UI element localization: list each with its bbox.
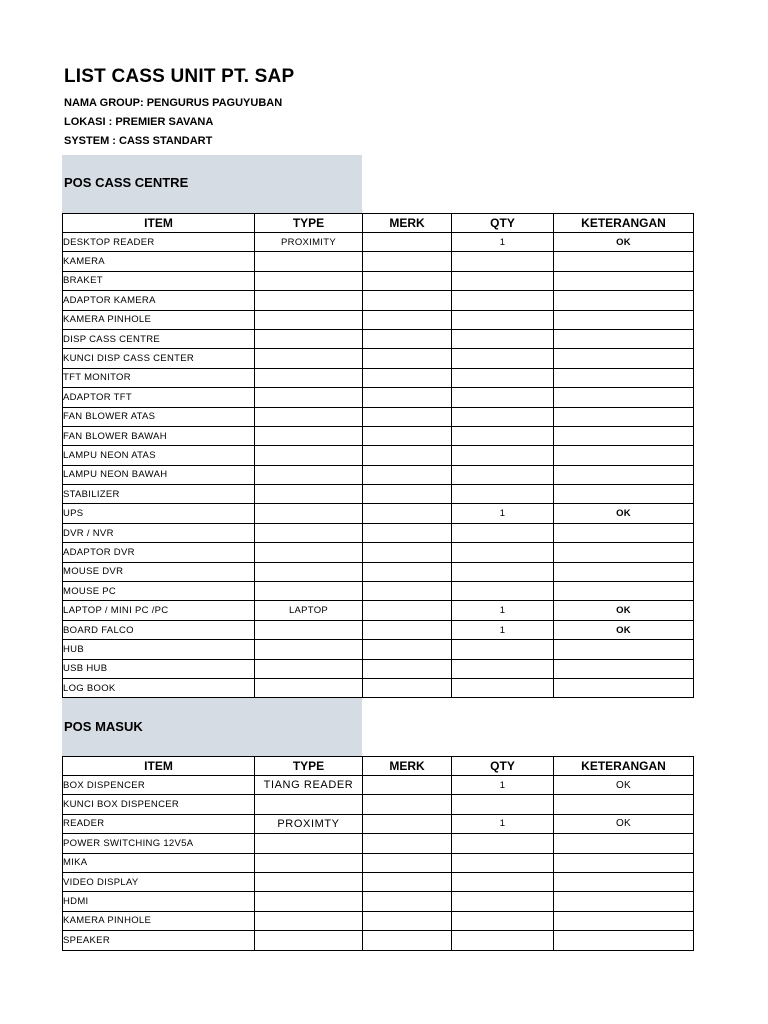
- merk-cell: [363, 620, 452, 639]
- section-title-pos-masuk: POS MASUK: [64, 719, 143, 734]
- item-cell: SPEAKER: [63, 931, 255, 950]
- item-cell: LAPTOP / MINI PC /PC: [63, 601, 255, 620]
- table-row: [63, 814, 694, 833]
- column-header-merk: MERK: [363, 757, 452, 776]
- table-row: [63, 640, 694, 659]
- type-cell: [255, 582, 363, 601]
- merk-cell: [363, 814, 452, 833]
- item-cell: UPS: [63, 504, 255, 523]
- item-cell: ADAPTOR KAMERA: [63, 291, 255, 310]
- merk-cell: [363, 659, 452, 678]
- merk-cell: [363, 407, 452, 426]
- qty-cell: 1: [452, 814, 554, 833]
- keterangan-cell: [554, 252, 694, 271]
- keterangan-cell: [554, 562, 694, 581]
- merk-cell: [363, 504, 452, 523]
- merk-cell: [363, 931, 452, 950]
- qty-cell: [452, 911, 554, 930]
- item-cell: POWER SWITCHING 12V5A: [63, 834, 255, 853]
- table-row: [63, 407, 694, 426]
- item-cell: KUNCI DISP CASS CENTER: [63, 349, 255, 368]
- column-header-item: ITEM: [63, 757, 255, 776]
- qty-cell: [452, 349, 554, 368]
- qty-cell: [452, 446, 554, 465]
- keterangan-cell: [554, 659, 694, 678]
- merk-cell: [363, 465, 452, 484]
- merk-cell: [363, 911, 452, 930]
- item-cell: KUNCI BOX DISPENCER: [63, 795, 255, 814]
- item-cell: BRAKET: [63, 271, 255, 290]
- qty-cell: [452, 252, 554, 271]
- table-header-row: [63, 757, 694, 776]
- keterangan-cell: [554, 853, 694, 872]
- keterangan-cell: [554, 834, 694, 853]
- qty-cell: [452, 931, 554, 950]
- column-header-qty: QTY: [452, 757, 554, 776]
- item-cell: READER: [63, 814, 255, 833]
- qty-cell: [452, 562, 554, 581]
- merk-cell: [363, 310, 452, 329]
- keterangan-cell: OK: [554, 776, 694, 795]
- type-cell: [255, 543, 363, 562]
- merk-cell: [363, 601, 452, 620]
- system-line: SYSTEM : CASS STANDART: [64, 135, 213, 147]
- type-cell: [255, 485, 363, 504]
- table-row: [63, 233, 694, 252]
- keterangan-cell: [554, 368, 694, 387]
- type-cell: [255, 795, 363, 814]
- qty-cell: [452, 834, 554, 853]
- table-row: [63, 562, 694, 581]
- item-cell: STABILIZER: [63, 485, 255, 504]
- cass-centre-table: [62, 213, 694, 698]
- keterangan-cell: OK: [554, 601, 694, 620]
- section-title-cass-centre: POS CASS CENTRE: [64, 175, 189, 190]
- item-cell: ADAPTOR TFT: [63, 388, 255, 407]
- type-cell: [255, 620, 363, 639]
- column-header-merk: MERK: [363, 214, 452, 233]
- table-row: [63, 872, 694, 891]
- type-cell: [255, 291, 363, 310]
- table-row: [63, 795, 694, 814]
- merk-cell: [363, 872, 452, 891]
- qty-cell: 1: [452, 776, 554, 795]
- qty-cell: [452, 368, 554, 387]
- table-row: [63, 329, 694, 348]
- keterangan-cell: [554, 465, 694, 484]
- type-cell: [255, 368, 363, 387]
- table-row: [63, 349, 694, 368]
- qty-cell: [452, 678, 554, 697]
- type-cell: [255, 446, 363, 465]
- table-row: [63, 601, 694, 620]
- table-row: [63, 659, 694, 678]
- qty-cell: [452, 892, 554, 911]
- type-cell: [255, 659, 363, 678]
- merk-cell: [363, 388, 452, 407]
- table-row: [63, 310, 694, 329]
- keterangan-cell: [554, 271, 694, 290]
- qty-cell: [452, 659, 554, 678]
- table-row: [63, 252, 694, 271]
- qty-cell: [452, 582, 554, 601]
- type-cell: [255, 562, 363, 581]
- table-row: [63, 291, 694, 310]
- type-cell: [255, 252, 363, 271]
- type-cell: TIANG READER: [255, 776, 363, 795]
- table-row: [63, 931, 694, 950]
- type-cell: [255, 931, 363, 950]
- type-cell: [255, 640, 363, 659]
- table-row: [63, 892, 694, 911]
- table-header-row: [63, 214, 694, 233]
- merk-cell: [363, 446, 452, 465]
- merk-cell: [363, 776, 452, 795]
- type-cell: [255, 426, 363, 445]
- table-row: [63, 523, 694, 542]
- keterangan-cell: [554, 485, 694, 504]
- table-row: [63, 446, 694, 465]
- item-cell: FAN BLOWER ATAS: [63, 407, 255, 426]
- table-row: [63, 388, 694, 407]
- type-cell: [255, 853, 363, 872]
- type-cell: [255, 523, 363, 542]
- qty-cell: 1: [452, 504, 554, 523]
- table-row: [63, 620, 694, 639]
- qty-cell: [452, 426, 554, 445]
- table-row: [63, 834, 694, 853]
- merk-cell: [363, 678, 452, 697]
- type-cell: PROXIMITY: [255, 233, 363, 252]
- keterangan-cell: [554, 291, 694, 310]
- item-cell: HDMI: [63, 892, 255, 911]
- item-cell: KAMERA PINHOLE: [63, 911, 255, 930]
- item-cell: DISP CASS CENTRE: [63, 329, 255, 348]
- type-cell: [255, 271, 363, 290]
- item-cell: KAMERA PINHOLE: [63, 310, 255, 329]
- table-row: [63, 271, 694, 290]
- type-cell: [255, 504, 363, 523]
- keterangan-cell: OK: [554, 233, 694, 252]
- merk-cell: [363, 795, 452, 814]
- item-cell: LOG BOOK: [63, 678, 255, 697]
- lokasi-line: LOKASI : PREMIER SAVANA: [64, 116, 214, 128]
- table-row: [63, 543, 694, 562]
- item-cell: HUB: [63, 640, 255, 659]
- table-row: [63, 853, 694, 872]
- merk-cell: [363, 291, 452, 310]
- type-cell: [255, 834, 363, 853]
- keterangan-cell: [554, 388, 694, 407]
- table-row: [63, 678, 694, 697]
- type-cell: LAPTOP: [255, 601, 363, 620]
- qty-cell: [452, 465, 554, 484]
- type-cell: [255, 911, 363, 930]
- type-cell: [255, 310, 363, 329]
- keterangan-cell: [554, 678, 694, 697]
- item-cell: LAMPU NEON ATAS: [63, 446, 255, 465]
- table-row: [63, 911, 694, 930]
- item-cell: TFT MONITOR: [63, 368, 255, 387]
- merk-cell: [363, 853, 452, 872]
- type-cell: PROXIMTY: [255, 814, 363, 833]
- type-cell: [255, 678, 363, 697]
- table-row: [63, 426, 694, 445]
- type-cell: [255, 329, 363, 348]
- keterangan-cell: [554, 931, 694, 950]
- table-row: [63, 465, 694, 484]
- keterangan-cell: [554, 349, 694, 368]
- merk-cell: [363, 252, 452, 271]
- item-cell: MOUSE PC: [63, 582, 255, 601]
- keterangan-cell: [554, 446, 694, 465]
- qty-cell: [452, 310, 554, 329]
- qty-cell: [452, 872, 554, 891]
- qty-cell: [452, 291, 554, 310]
- pos-masuk-table: [62, 756, 694, 951]
- keterangan-cell: [554, 795, 694, 814]
- qty-cell: [452, 271, 554, 290]
- merk-cell: [363, 582, 452, 601]
- qty-cell: [452, 543, 554, 562]
- item-cell: KAMERA: [63, 252, 255, 271]
- qty-cell: 1: [452, 620, 554, 639]
- table-row: [63, 504, 694, 523]
- table-row: [63, 582, 694, 601]
- item-cell: LAMPU NEON BAWAH: [63, 465, 255, 484]
- type-cell: [255, 407, 363, 426]
- merk-cell: [363, 233, 452, 252]
- column-header-type: TYPE: [255, 757, 363, 776]
- keterangan-cell: OK: [554, 620, 694, 639]
- keterangan-cell: OK: [554, 504, 694, 523]
- keterangan-cell: [554, 543, 694, 562]
- table-row: [63, 485, 694, 504]
- table-row: [63, 368, 694, 387]
- column-header-item: ITEM: [63, 214, 255, 233]
- keterangan-cell: [554, 872, 694, 891]
- item-cell: BOX DISPENCER: [63, 776, 255, 795]
- keterangan-cell: [554, 911, 694, 930]
- merk-cell: [363, 640, 452, 659]
- item-cell: MIKA: [63, 853, 255, 872]
- item-cell: FAN BLOWER BAWAH: [63, 426, 255, 445]
- keterangan-cell: [554, 523, 694, 542]
- type-cell: [255, 465, 363, 484]
- column-header-qty: QTY: [452, 214, 554, 233]
- type-cell: [255, 892, 363, 911]
- qty-cell: [452, 407, 554, 426]
- column-header-type: TYPE: [255, 214, 363, 233]
- item-cell: BOARD FALCO: [63, 620, 255, 639]
- keterangan-cell: [554, 407, 694, 426]
- keterangan-cell: [554, 640, 694, 659]
- merk-cell: [363, 329, 452, 348]
- qty-cell: [452, 485, 554, 504]
- item-cell: USB HUB: [63, 659, 255, 678]
- qty-cell: [452, 853, 554, 872]
- keterangan-cell: [554, 310, 694, 329]
- merk-cell: [363, 834, 452, 853]
- merk-cell: [363, 562, 452, 581]
- qty-cell: [452, 388, 554, 407]
- type-cell: [255, 388, 363, 407]
- type-cell: [255, 349, 363, 368]
- keterangan-cell: [554, 582, 694, 601]
- item-cell: MOUSE DVR: [63, 562, 255, 581]
- merk-cell: [363, 523, 452, 542]
- nama-group-line: NAMA GROUP: PENGURUS PAGUYUBAN: [64, 97, 283, 109]
- merk-cell: [363, 349, 452, 368]
- qty-cell: [452, 795, 554, 814]
- qty-cell: 1: [452, 601, 554, 620]
- merk-cell: [363, 892, 452, 911]
- keterangan-cell: [554, 329, 694, 348]
- table-row: [63, 776, 694, 795]
- merk-cell: [363, 543, 452, 562]
- merk-cell: [363, 485, 452, 504]
- qty-cell: [452, 329, 554, 348]
- qty-cell: [452, 523, 554, 542]
- column-header-keterangan: KETERANGAN: [554, 214, 694, 233]
- item-cell: ADAPTOR DVR: [63, 543, 255, 562]
- item-cell: DVR / NVR: [63, 523, 255, 542]
- qty-cell: [452, 640, 554, 659]
- keterangan-cell: [554, 426, 694, 445]
- merk-cell: [363, 368, 452, 387]
- merk-cell: [363, 426, 452, 445]
- merk-cell: [363, 271, 452, 290]
- document-title: LIST CASS UNIT PT. SAP: [64, 66, 295, 87]
- column-header-keterangan: KETERANGAN: [554, 757, 694, 776]
- qty-cell: 1: [452, 233, 554, 252]
- keterangan-cell: [554, 892, 694, 911]
- item-cell: VIDEO DISPLAY: [63, 872, 255, 891]
- type-cell: [255, 872, 363, 891]
- keterangan-cell: OK: [554, 814, 694, 833]
- item-cell: DESKTOP READER: [63, 233, 255, 252]
